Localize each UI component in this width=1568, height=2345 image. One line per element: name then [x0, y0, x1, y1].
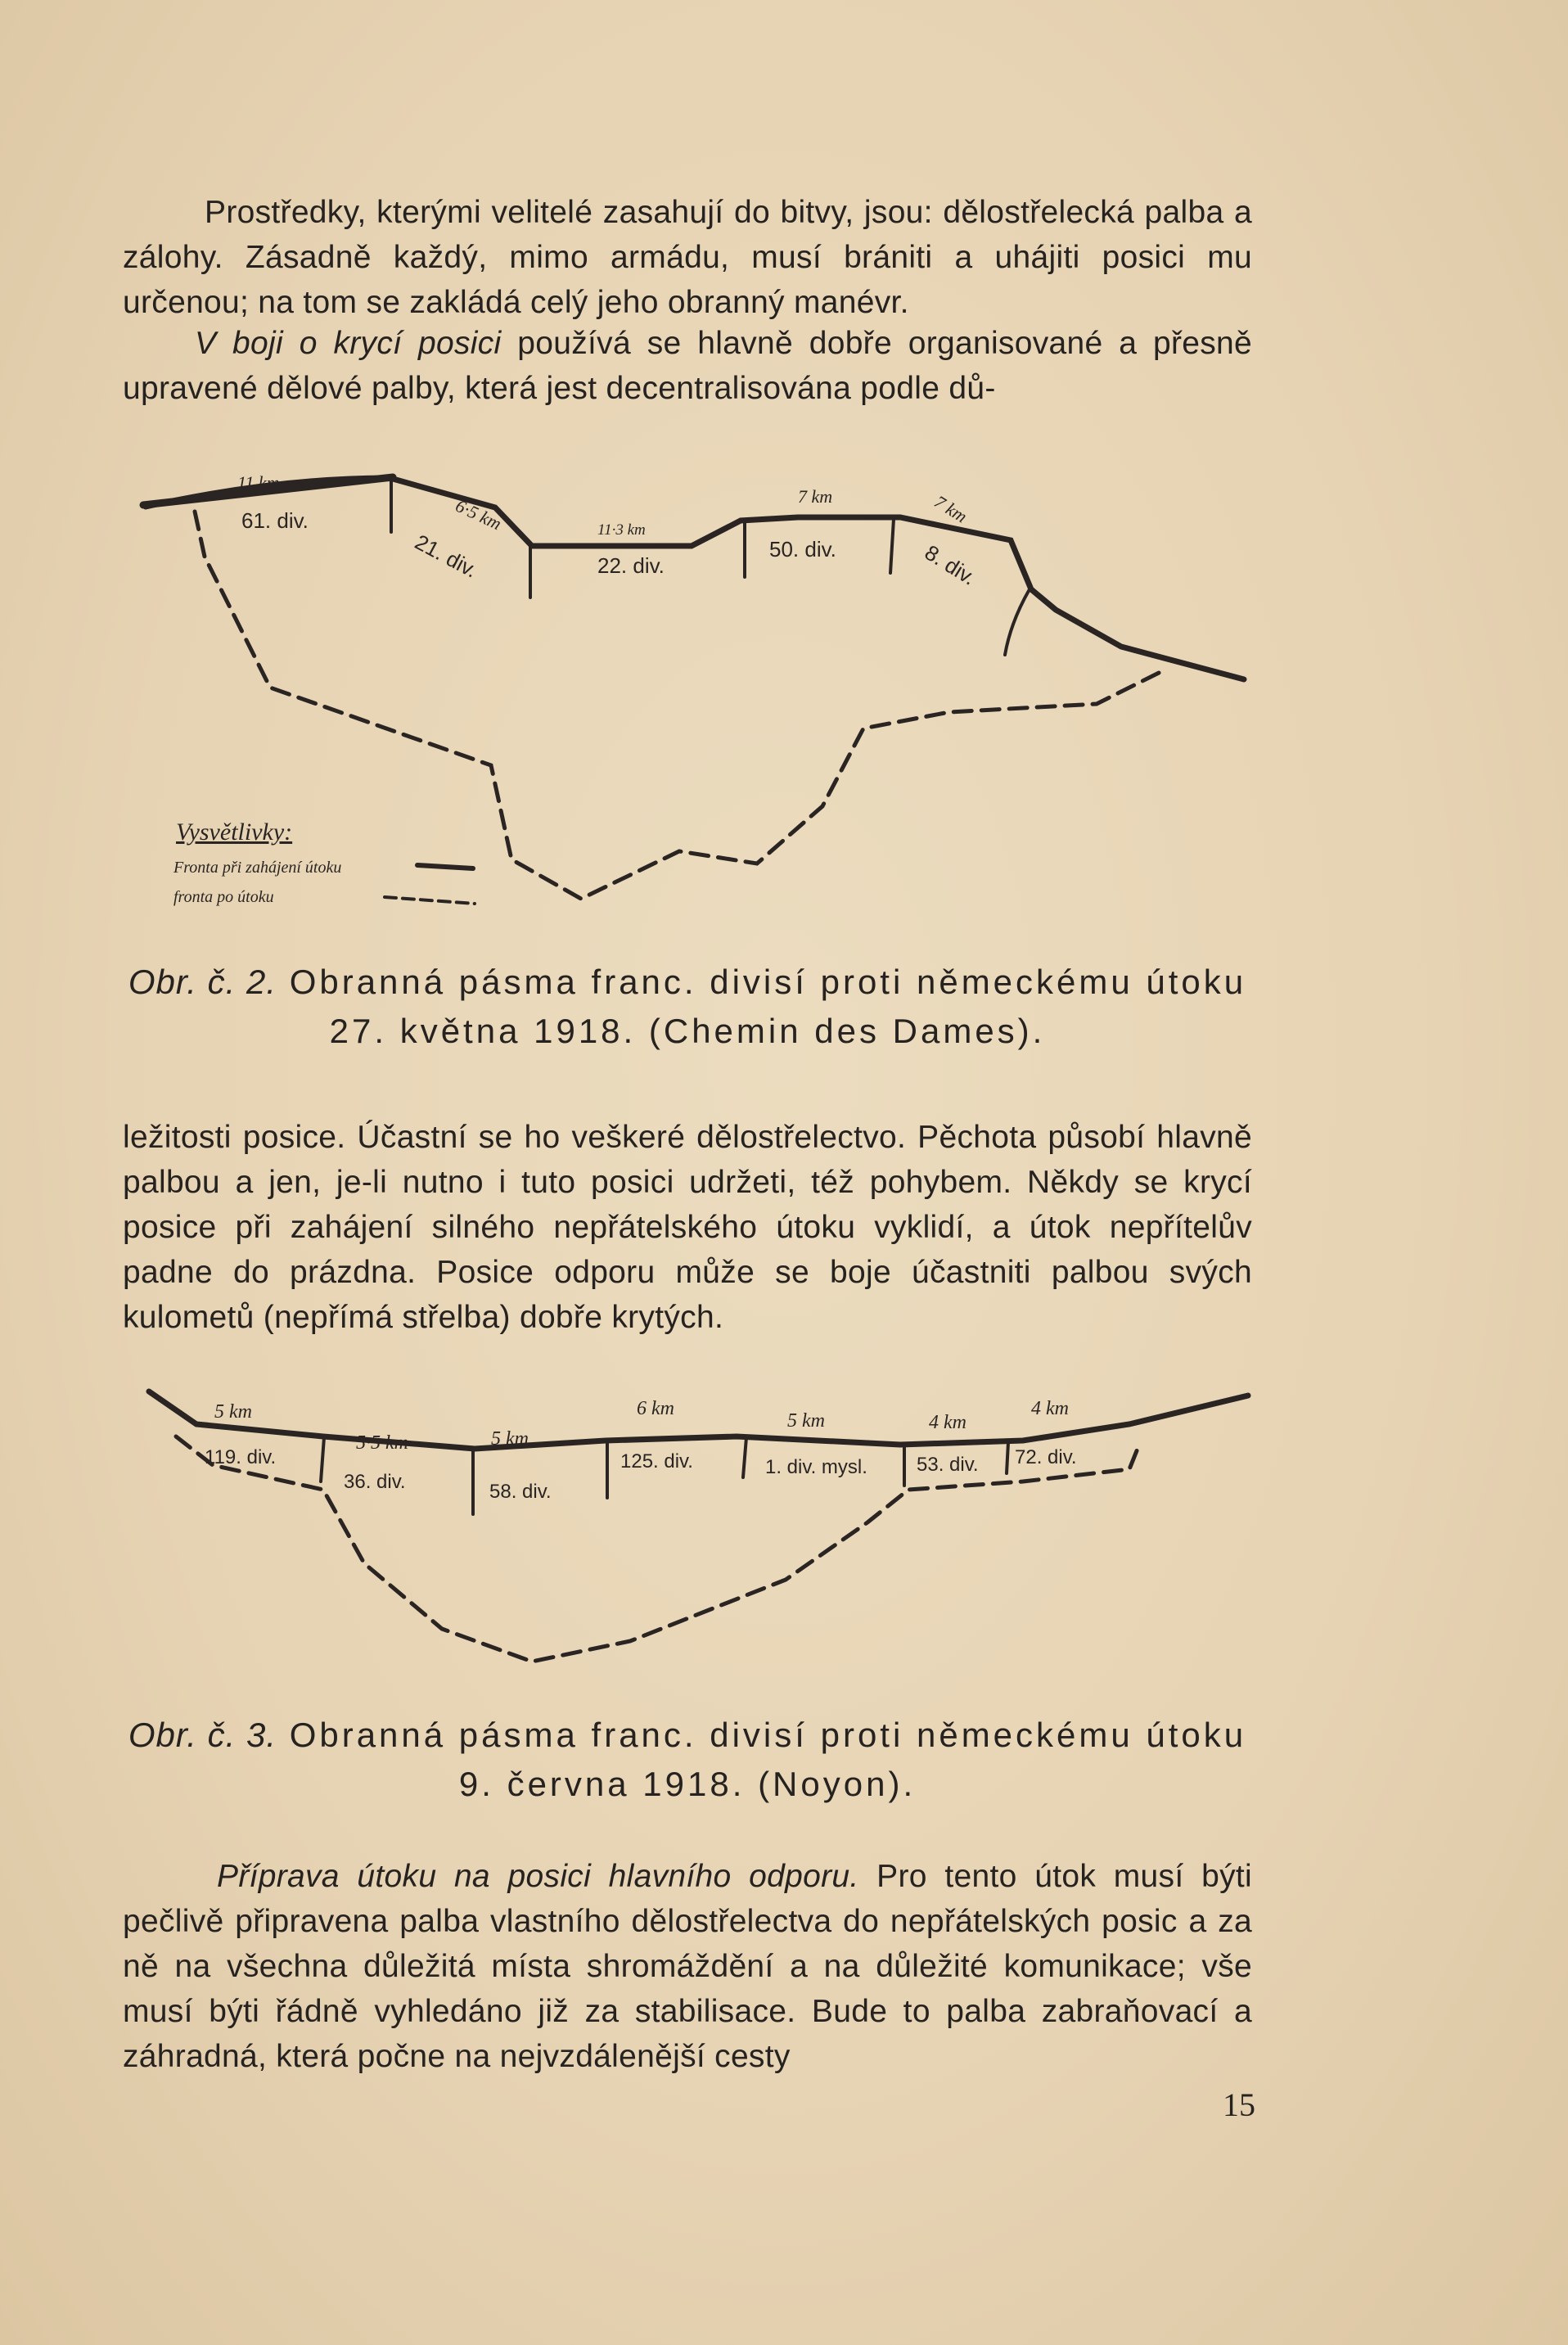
- figure-3-caption: [123, 1711, 1252, 1809]
- paragraph-1: [123, 190, 1252, 325]
- paragraph-4: [123, 1854, 1252, 2079]
- fig3-division-label: 53. div.: [917, 1454, 979, 1476]
- legend-title: Vysvětlivky:: [176, 818, 293, 846]
- fig3-division-label: 119. div.: [205, 1446, 277, 1468]
- paragraph-2-emphasis: V boji o krycí posici: [195, 326, 502, 361]
- fig3-segment-label: 5 km: [787, 1410, 825, 1432]
- paragraph-4-emphasis: Příprava útoku na posici hlavního odporu.: [217, 1859, 859, 1894]
- fig3-segment-label: 5·5 km: [356, 1432, 408, 1454]
- legend-solid-sample: [417, 865, 473, 868]
- figure-2-caption: [123, 958, 1252, 1056]
- fig3-division-label: 36. div.: [344, 1471, 406, 1493]
- fig3-segment-label: 5 km: [214, 1401, 252, 1423]
- figure-2-caption-label: Obr. č. 2.: [128, 963, 277, 1001]
- paragraph-1-text: Prostředky, kterými velitelé zasahují do bitvy, jsou: dělostřelecká palba a zálohy. Zásadně každý, mimo armádu, musí brániti a uhájiti posici mu určenou; na tom se zakládá celý jeho obranný manévr.: [123, 195, 1252, 320]
- fig2-division-label: 21. div.: [411, 529, 482, 583]
- fig2-segment-label: 7 km: [930, 491, 971, 527]
- legend-solid-label: Fronta při zahájení útoku: [173, 859, 342, 877]
- fig3-division-label: 1. div. mysl.: [765, 1456, 867, 1478]
- fig3-boundary: [321, 1437, 324, 1481]
- fig2-division-label: 61. div.: [241, 508, 309, 533]
- fig2-division-label: 22. div.: [597, 553, 665, 578]
- fig2-division-label: 8. div.: [920, 539, 980, 590]
- fig2-segment-label: 11 km: [237, 472, 280, 493]
- fig2-segment-label: 6·5 km: [452, 494, 505, 534]
- legend-dashed-label: fronta po útoku: [173, 888, 274, 906]
- fig3-boundary: [1007, 1442, 1008, 1473]
- fig2-spur-line: [1005, 589, 1030, 655]
- fig3-segment-label: 4 km: [929, 1412, 966, 1433]
- figure-2-caption-text: Obranná pásma franc. divisí proti německému útoku 27. května 1918. (Chemin des Dames).: [289, 963, 1247, 1050]
- figure-3-diagram: [0, 1359, 1568, 1686]
- fig2-segment-label: 7 km: [798, 486, 833, 507]
- legend-dashed-sample: [385, 897, 475, 904]
- fig3-boundary: [743, 1437, 746, 1477]
- fig3-segment-label: 5 km: [491, 1428, 529, 1450]
- paragraph-3-text: ležitosti posice. Účastní se ho veškeré dělostřelectvo. Pěchota působí hlavně palbou a jen, je-li nutno i tuto posici udržeti, též pohybem. Někdy se krycí posice při zahájení silného nepřátelského útoku vyklidí, a útok nepřítelův padne do prázdna. Posice odporu může se boje účastniti palbou svých kulometů (nepřímá střelba) dobře krytých.: [123, 1120, 1252, 1335]
- fig2-front-line-solid: [146, 478, 1244, 679]
- paragraph-2: [123, 321, 1252, 411]
- paragraph-3: [123, 1115, 1252, 1340]
- page-number: 15: [1223, 2086, 1255, 2123]
- fig3-division-label: 125. div.: [620, 1450, 693, 1472]
- fig3-front-line-solid: [149, 1391, 1248, 1449]
- paragraph-2-text: používá se hlavně dobře organisované a přesně upravené dělové palby, která jest decentralisována podle dů-: [123, 326, 1252, 406]
- fig2-segment-label: 11·3 km: [597, 521, 646, 539]
- fig3-segment-label: 4 km: [1031, 1398, 1069, 1419]
- fig3-division-label: 58. div.: [489, 1481, 552, 1503]
- fig2-division-label: 50. div.: [769, 537, 836, 561]
- figure-3-caption-text: Obranná pásma franc. divisí proti německému útoku 9. června 1918. (Noyon).: [289, 1716, 1247, 1803]
- fig3-segment-label: 6 km: [637, 1398, 674, 1419]
- fig2-boundary: [890, 519, 894, 573]
- fig2-front-line-dashed: [195, 512, 1162, 899]
- figure-3-caption-label: Obr. č. 3.: [128, 1716, 277, 1754]
- fig3-division-label: 72. div.: [1015, 1446, 1077, 1468]
- figure-2-diagram: [0, 442, 1568, 906]
- paragraph-4-text: Pro tento útok musí býti pečlivě připravena palba vlastního dělostřelectva do nepřátelských posic a za ně na všechna důležitá místa shromáždění a na důležité komunikace; vše musí býti řádně vyhledáno již za stabilisace. Bude to palba zabraňovací a záhradná, která počne na nejvzdálenější cesty: [123, 1859, 1252, 2074]
